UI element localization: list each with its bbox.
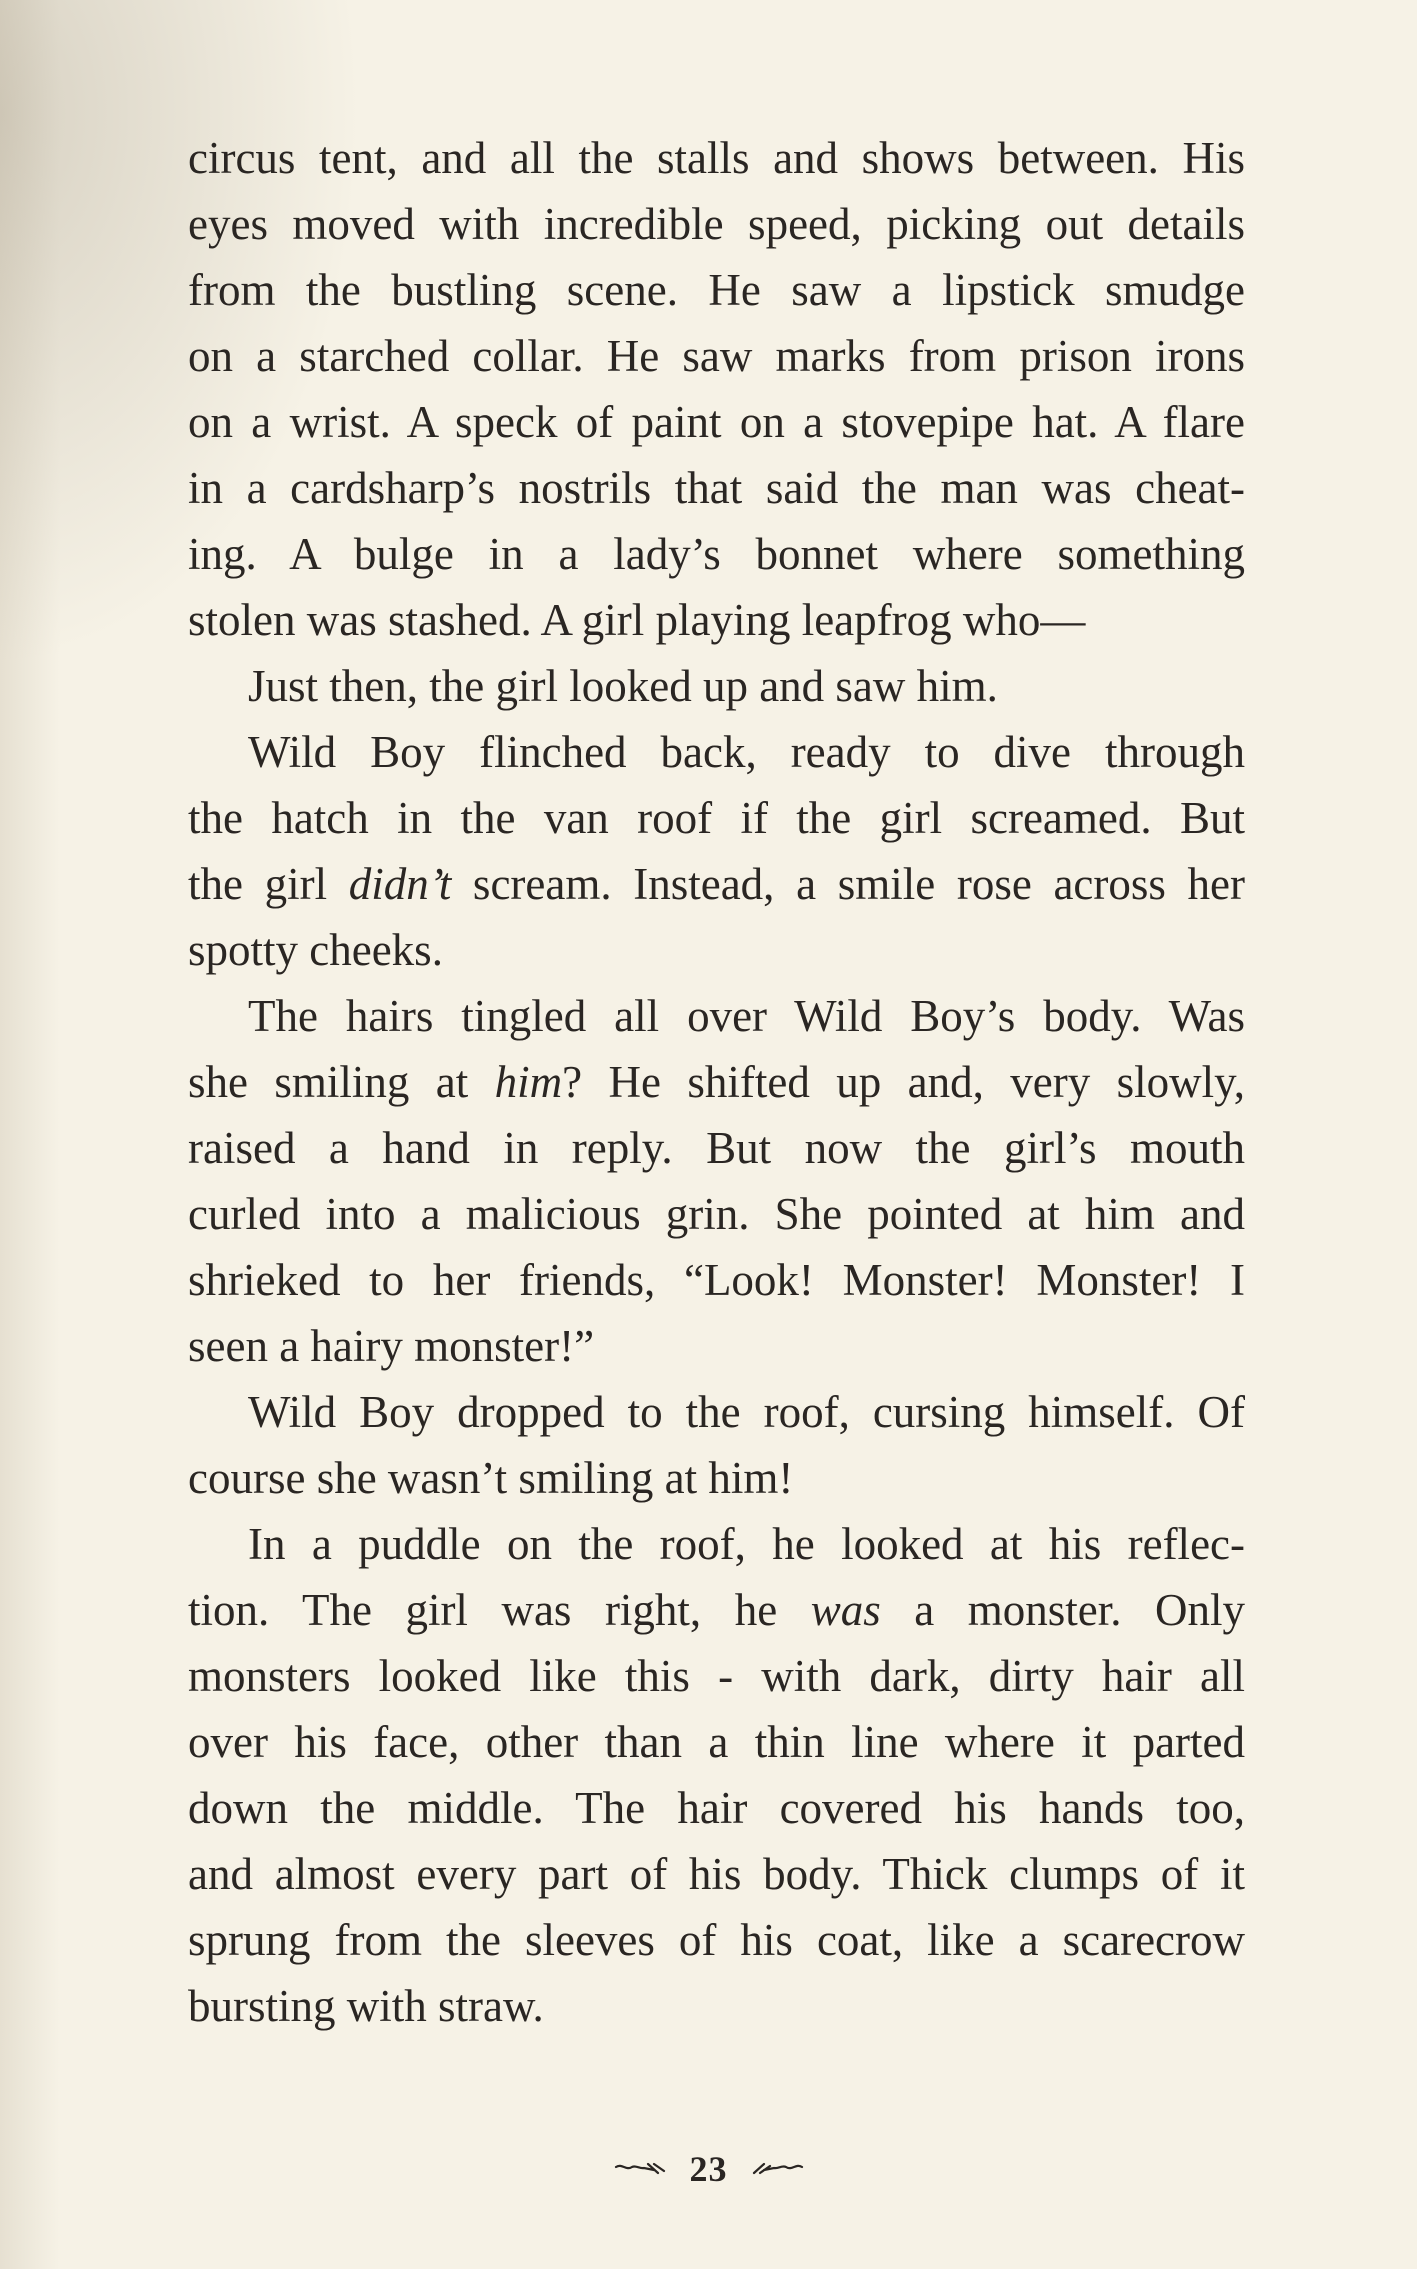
- text-line: monsters looked like this - with dark, dirty hair all: [188, 1651, 1245, 1701]
- text-span: a monster. Only: [880, 1585, 1246, 1635]
- text-line: shrieked to her friends, “Look! Monster! Monster! I: [188, 1255, 1245, 1305]
- text-line: course she wasn’t smiling at him!: [188, 1453, 794, 1503]
- text-line: eyes moved with incredible speed, picking out details: [188, 199, 1245, 249]
- text-line: ing. A bulge in a lady’s bonnet where something: [188, 529, 1245, 579]
- text-line: stolen was stashed. A girl playing leapfrog who—: [188, 595, 1086, 645]
- text-line: over his face, other than a thin line where it parted: [188, 1717, 1245, 1767]
- text-span: the girl: [188, 859, 349, 909]
- left-flourish-icon: [614, 2159, 666, 2179]
- text-line: The hairs tingled all over Wild Boy’s body. Was: [248, 991, 1245, 1041]
- text-line: in a cardsharp’s nostrils that said the man was cheat-: [188, 463, 1245, 513]
- text-line: curled into a malicious grin. She pointed at him and: [188, 1189, 1245, 1239]
- text-line: In a puddle on the roof, he looked at his reflec-: [248, 1519, 1245, 1569]
- text-line: Wild Boy flinched back, ready to dive through: [248, 727, 1245, 777]
- page-number-footer: [0, 2140, 1417, 2190]
- emphasis-text: was: [810, 1585, 881, 1635]
- text-span: tion. The girl was right, he: [188, 1585, 811, 1635]
- text-line: on a wrist. A speck of paint on a stovepipe hat. A flare: [188, 397, 1245, 447]
- text-line: seen a hairy monster!”: [188, 1321, 595, 1371]
- emphasis-text: him: [494, 1057, 563, 1107]
- text-span: scream. Instead, a smile rose across her: [451, 859, 1246, 909]
- text-line: bursting with straw.: [188, 1981, 544, 2031]
- text-line: [188, 1580, 1245, 1640]
- text-line: down the middle. The hair covered his hands too,: [188, 1783, 1245, 1833]
- text-line: sprung from the sleeves of his coat, like a scarecrow: [188, 1915, 1245, 1965]
- text-line: circus tent, and all the stalls and shows between. His: [188, 133, 1245, 183]
- text-line: on a starched collar. He saw marks from prison irons: [188, 331, 1245, 381]
- text-line: and almost every part of his body. Thick clumps of it: [188, 1849, 1245, 1899]
- text-span: ? He shifted up and, very slowly,: [562, 1057, 1245, 1107]
- right-flourish-icon: [752, 2159, 804, 2179]
- text-line: from the bustling scene. He saw a lipstick smudge: [188, 265, 1245, 315]
- text-line: the hatch in the van roof if the girl screamed. But: [188, 793, 1245, 843]
- emphasis-text: didn’t: [348, 859, 452, 909]
- text-line: [188, 1052, 1245, 1112]
- page-number: 23: [689, 2148, 728, 2189]
- text-line: Just then, the girl looked up and saw him.: [248, 661, 998, 711]
- text-line: raised a hand in reply. But now the girl’s mouth: [188, 1123, 1245, 1173]
- text-line: Wild Boy dropped to the roof, cursing himself. Of: [248, 1387, 1245, 1437]
- text-line: [188, 854, 1245, 914]
- text-line: spotty cheeks.: [188, 925, 443, 975]
- text-span: she smiling at: [188, 1057, 495, 1107]
